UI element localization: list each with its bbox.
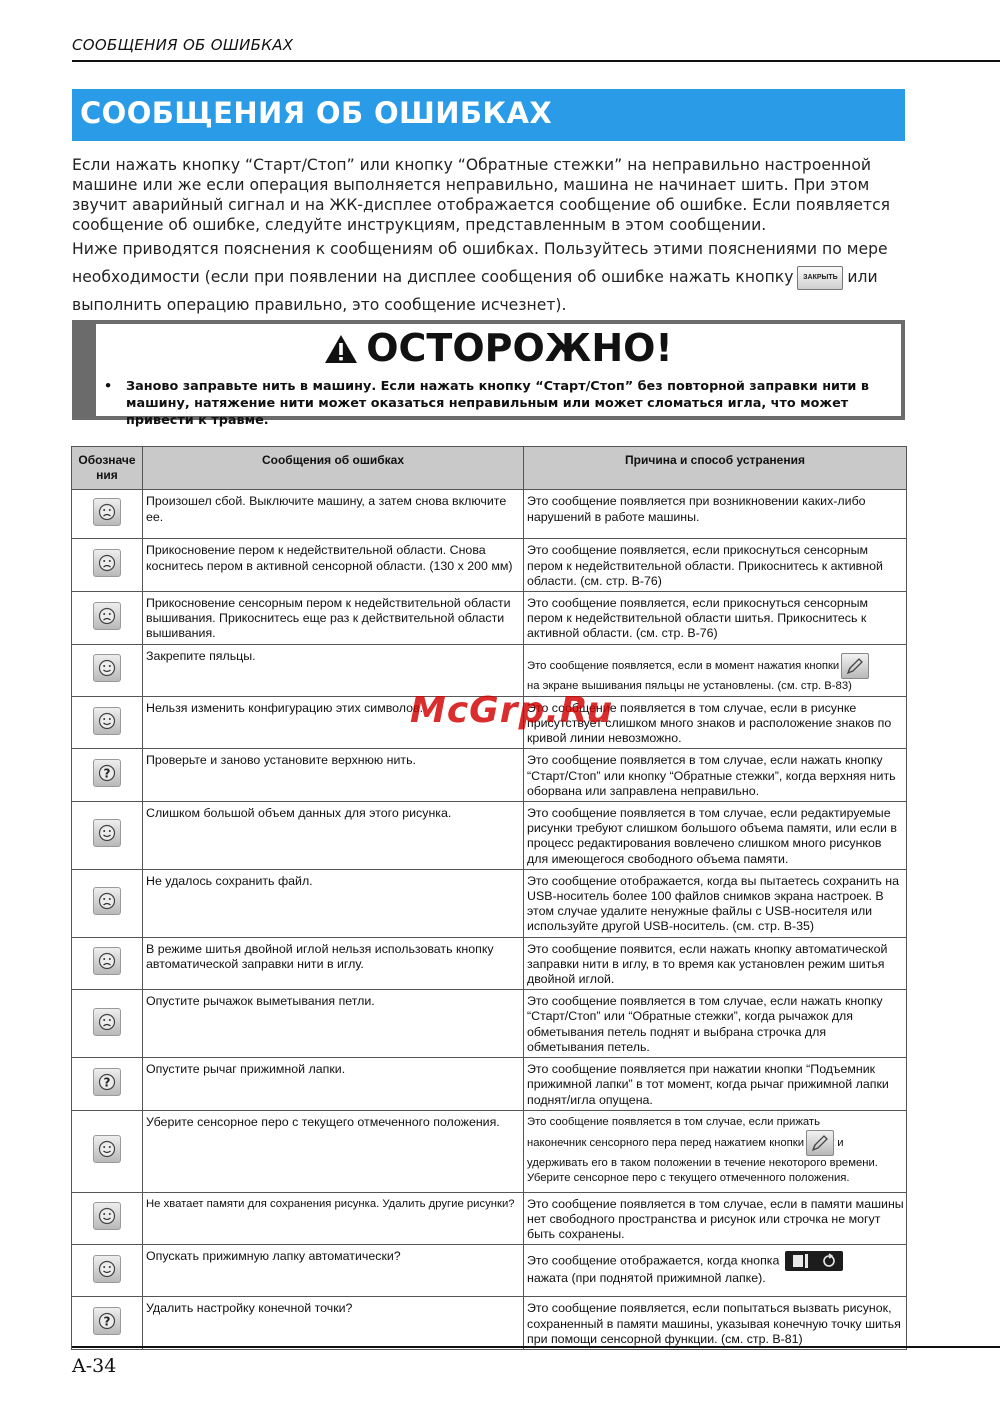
intro-paragraph-2-end: или выполнить операцию правильно, это сообщение исчезнет). [72, 268, 878, 314]
cause-cell: Это сообщение появляется в том случае, если нажать кнопку “Старт/Стоп” или кнопку “Обратные стежки”, когда верхняя нить оборвана или заправлена неправильно. [524, 749, 907, 802]
table-row [72, 539, 907, 592]
cause-cell: Это сообщение появится, если нажать кнопку автоматической заправки нити в иглу, в то время как установлен режим шитья двойной иглой. [524, 937, 907, 990]
svg-text:?: ? [103, 1075, 111, 1090]
header-message: Сообщения об ошибках [143, 447, 524, 490]
error-messages-table [71, 446, 907, 1350]
cause-text: удерживать его в таком положении в течение некоторого времени. Уберите сенсорное перо с текущего отмеченного положения. [527, 1156, 878, 1185]
cause-text: нажата (при поднятой прижимной лапке). [527, 1271, 766, 1286]
question-face-icon [93, 1307, 121, 1335]
pen-key-icon [841, 653, 869, 679]
warning-title-text: ОСТОРОЖНО! [366, 326, 673, 370]
sad-face-icon [93, 947, 121, 975]
cause-cell: Это сообщение появляется в том случае, если в памяти машины нет свободного пространства и рисунок или строчка не могут быть сохранены. [524, 1192, 907, 1245]
question-face-icon [93, 1068, 121, 1096]
cause-cell: Это сообщение появляется, если прикоснуться сенсорным пером к недействительной области шитья. Прикоснитесь к активной области. (см. стр. B-76) [524, 592, 907, 645]
sad-face-icon [93, 887, 121, 915]
cause-text: и [837, 1136, 844, 1149]
message-cell: Произошел сбой. Выключите машину, а затем снова включите ее. [143, 490, 524, 539]
message-cell: Не хватает памяти для сохранения рисунка. Удалить другие рисунки? [143, 1192, 524, 1245]
table-row [72, 1245, 907, 1297]
page-number: A-34 [72, 1355, 117, 1377]
cause-cell [524, 644, 907, 696]
warning-body: Заново заправьте нить в машину. Если нажать кнопку “Старт/Стоп” без повторной заправки нити в машину, натяжение нити может оказаться неправильным или может сломаться игла, что может привести к травме. [126, 379, 869, 428]
smile-face-icon [93, 1135, 121, 1163]
icon-cell [72, 1110, 143, 1192]
smile-face-icon [93, 707, 121, 735]
message-cell: Опустите рычажок выметывания петли. [143, 990, 524, 1058]
header-rule [72, 60, 1000, 62]
intro-paragraph-1: Если нажать кнопку “Старт/Стоп” или кнопку “Обратные стежки” на неправильно настроенной машине или же если операция выполняется неправильно, машина не начинает шить. При этом звучит аварийный сигнал и на ЖК-дисплее отображается сообщение об ошибке. Если появляется сообщение об ошибке, следуйте инструкциям, представленным в этом сообщении. [72, 156, 891, 234]
warning-box [72, 320, 905, 428]
cause-cell [524, 1110, 907, 1192]
svg-text:?: ? [103, 766, 111, 781]
table-row [72, 869, 907, 937]
table-row [72, 1192, 907, 1245]
message-cell: Уберите сенсорное перо с текущего отмеченного положения. [143, 1110, 524, 1192]
icon-cell [72, 1192, 143, 1245]
table-row [72, 490, 907, 539]
cause-text: на экране вышивания пяльцы не установлены. (см. стр. B-83) [527, 679, 852, 692]
message-cell: Проверьте и заново установите верхнюю нить. [143, 749, 524, 802]
message-cell: Удалить настройку конечной точки? [143, 1297, 524, 1350]
smile-face-icon [93, 654, 121, 682]
icon-cell [72, 1297, 143, 1350]
icon-cell [72, 869, 143, 937]
warning-text [104, 378, 893, 429]
sad-face-icon [93, 549, 121, 577]
warning-title [96, 326, 901, 370]
table-row [72, 1297, 907, 1350]
cause-text: Это сообщение отображается, когда кнопка [527, 1253, 780, 1268]
message-cell: Не удалось сохранить файл. [143, 869, 524, 937]
table-row [72, 802, 907, 870]
icon-cell [72, 490, 143, 539]
running-header: СООБЩЕНИЯ ОБ ОШИБКАХ [72, 36, 294, 54]
table-row [72, 749, 907, 802]
icon-cell [72, 1058, 143, 1111]
cause-cell: Это сообщение появляется при нажатии кнопки “Подъемник прижимной лапки” в тот момент, когда рычаг прижимной лапки поднят/игла опущена. [524, 1058, 907, 1111]
message-cell: Закрепите пяльцы. [143, 644, 524, 696]
message-cell: Нельзя изменить конфигурацию этих символов. [143, 696, 524, 749]
page-title: СООБЩЕНИЯ ОБ ОШИБКАХ [72, 89, 905, 141]
cause-cell: Это сообщение отображается, когда вы пытаетесь сохранить на USB-носитель более 100 файлов снимков экрана настроек. В этом случае удалите ненужные файлы с USB-носителя или используйте другой USB-носитель. (см. стр. B-35) [524, 869, 907, 937]
message-cell: Опустите рычаг прижимной лапки. [143, 1058, 524, 1111]
smile-face-icon [93, 1202, 121, 1230]
icon-cell [72, 644, 143, 696]
table-row [72, 644, 907, 696]
cause-text: Это сообщение появляется, если в момент нажатия кнопки [527, 659, 840, 672]
watermark: McGrp.Ru [410, 690, 614, 731]
intro-paragraph-2-start: Ниже приводятся пояснения к сообщениям об ошибках. Пользуйтесь этими пояснениями по мере необходимости (если при появлении на дисплее сообщения об ошибке нажать кнопку [72, 240, 888, 286]
header-cause: Причина и способ устранения [524, 447, 907, 490]
cause-text: наконечник сенсорного пера перед нажатием кнопки [527, 1136, 805, 1149]
intro-text [72, 155, 912, 319]
icon-cell [72, 539, 143, 592]
close-button-icon: ЗАКРЫТЬ [797, 266, 843, 290]
header-icon: Обозначения [72, 447, 143, 490]
message-cell: Слишком большой объем данных для этого рисунка. [143, 802, 524, 870]
table-row [72, 1110, 907, 1192]
sad-face-icon [93, 1008, 121, 1036]
cause-cell [524, 1245, 907, 1297]
icon-cell [72, 990, 143, 1058]
question-face-icon [93, 759, 121, 787]
table-row [72, 990, 907, 1058]
sad-face-icon [93, 602, 121, 630]
cause-cell: Это сообщение появляется при возникновении каких-либо нарушений в работе машины. [524, 490, 907, 539]
message-cell: Прикосновение сенсорным пером к недействительной области вышивания. Прикоснитесь еще раз к действительной области вышивания. [143, 592, 524, 645]
message-cell: Опускать прижимную лапку автоматически? [143, 1245, 524, 1297]
icon-cell [72, 696, 143, 749]
message-cell: Прикосновение пером к недействительной области. Снова коснитесь пером в активной сенсорной области. (130 x 200 мм) [143, 539, 524, 592]
pen-key-icon [806, 1130, 834, 1156]
svg-text:?: ? [103, 1314, 111, 1329]
icon-cell [72, 749, 143, 802]
cause-cell: Это сообщение появляется в том случае, если нажать кнопку “Старт/Стоп” или “Обратные стежки”, когда рычажок для обметывания петель поднят и выбрана строчка для обметывания петель. [524, 990, 907, 1058]
warning-box-inner [96, 324, 901, 428]
warning-bullet: • [104, 379, 113, 394]
smile-face-icon [93, 1255, 121, 1283]
cause-cell: Это сообщение появляется в том случае, если в рисунке присутствует слишком много знаков и расположение знаков по кривой линии невозможно. [524, 696, 907, 749]
warning-triangle-icon [324, 334, 358, 364]
cause-cell: Это сообщение появляется, если попытаться вызвать рисунок, сохраненный в памяти машины, указывая конечную точку шитья при помощи сенсорной функции. (см. стр. B-81) [524, 1297, 907, 1350]
table-row [72, 937, 907, 990]
sad-face-icon [93, 498, 121, 526]
presser-foot-lifter-icon [785, 1251, 843, 1271]
table-header-row [72, 447, 907, 490]
cause-cell: Это сообщение появляется в том случае, если редактируемые рисунки требуют слишком большого объема памяти, или если в процесс редактирования вовлечено слишком много рисунков для имеющегося свободного объема памяти. [524, 802, 907, 870]
cause-cell: Это сообщение появляется, если прикоснуться сенсорным пером к недействительной области. Прикоснитесь к активной области. (см. стр. B-76) [524, 539, 907, 592]
icon-cell [72, 1245, 143, 1297]
intro-paragraph-2 [72, 235, 912, 319]
icon-cell [72, 592, 143, 645]
message-cell: В режиме шитья двойной иглой нельзя использовать кнопку автоматической заправки нити в иглу. [143, 937, 524, 990]
table-row [72, 592, 907, 645]
cause-text: Это сообщение появляется в том случае, если прижать [527, 1115, 820, 1128]
table-row [72, 1058, 907, 1111]
smile-face-icon [93, 819, 121, 847]
icon-cell [72, 802, 143, 870]
icon-cell [72, 937, 143, 990]
footer-rule [72, 1346, 1000, 1348]
